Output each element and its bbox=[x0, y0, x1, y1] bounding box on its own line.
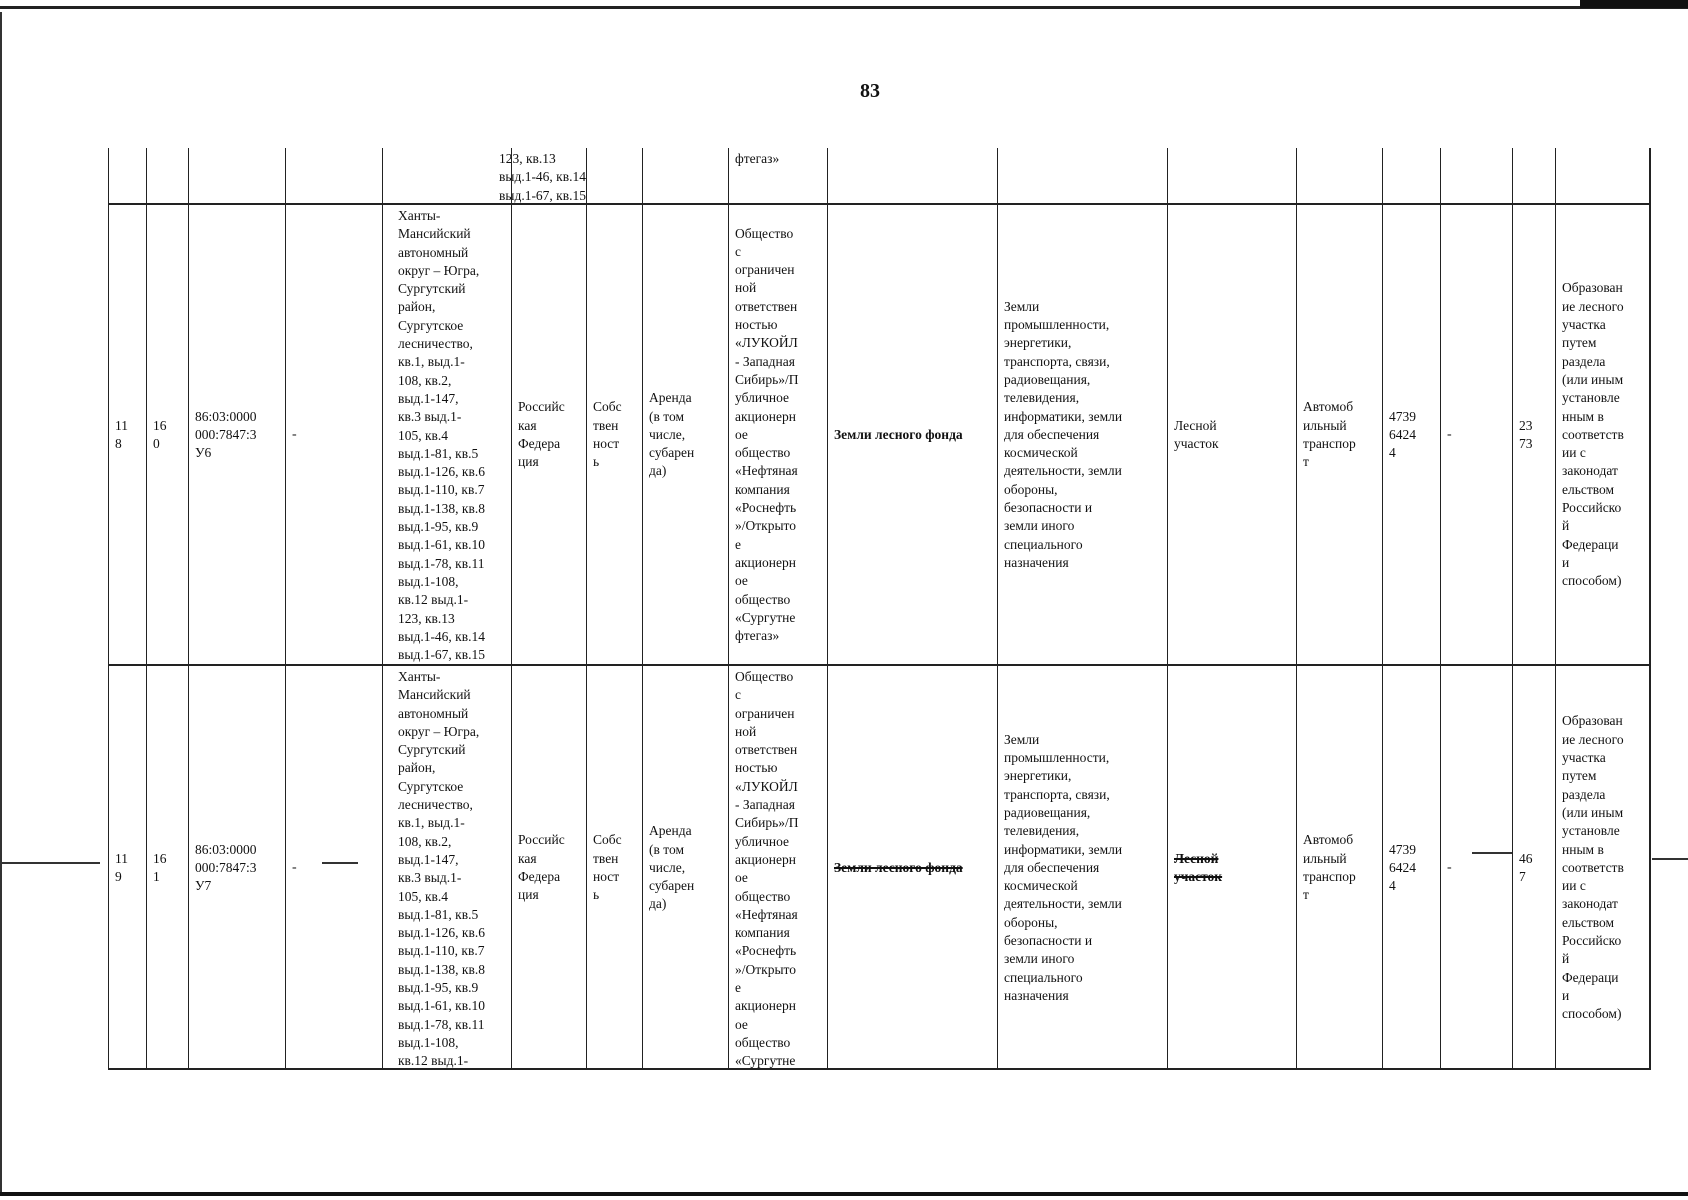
cell-num: 11 8 bbox=[108, 205, 146, 665]
cell-holder: фтегаз» bbox=[728, 148, 827, 204]
cell-num2: 16 1 bbox=[146, 666, 188, 1070]
cell-plot-type: Лесной участок bbox=[1167, 205, 1296, 665]
table-row-118 bbox=[108, 205, 1650, 665]
cell-encumbrance: Аренда (в том числе, субарен да) bbox=[642, 666, 728, 1070]
cell-area: 46 7 bbox=[1512, 666, 1555, 1070]
cell-col4: - bbox=[285, 666, 382, 1070]
cell-num bbox=[108, 148, 146, 204]
cell-purpose: Автомоб ильный транспор т bbox=[1296, 205, 1382, 665]
right-margin-mark bbox=[1652, 858, 1688, 860]
cell-cadastral: 86:03:0000 000:7847:3 У6 bbox=[188, 205, 285, 665]
cell-land-category: Земли лесного фонда bbox=[827, 666, 997, 1070]
top-corner-mark bbox=[1580, 0, 1688, 8]
cell-col4 bbox=[285, 148, 382, 204]
cell-col15: - bbox=[1440, 205, 1512, 665]
cell-area: 23 73 bbox=[1512, 205, 1555, 665]
cell-col4: - bbox=[285, 205, 382, 665]
table-row-continuation bbox=[108, 148, 1650, 204]
cell-holder: Общество с ограничен ной ответствен ностью «ЛУКОЙЛ - Западная Сибирь»/П убличное акционерн ое общество «Нефтяная компания «Роснефть »/Открыто е акционерн ое общество «Сургутне bbox=[728, 666, 827, 1070]
cell-cadastral bbox=[188, 148, 285, 204]
cell-encumbrance: Аренда (в том числе, субарен да) bbox=[642, 205, 728, 665]
cell-col15 bbox=[1440, 148, 1512, 204]
table-row-119 bbox=[108, 666, 1650, 1070]
cell-plot-type: Лесной участок bbox=[1167, 666, 1296, 1070]
cell-formation: Образован ие лесного участка путем раздела (или иным установле нным в соответств ии с законодат ельством Российско й Федераци и способом) bbox=[1555, 666, 1650, 1070]
cell-address: 123, кв.13 выд.1-46, кв.14 выд.1-67, кв.15 bbox=[382, 148, 619, 204]
top-border bbox=[0, 6, 1688, 9]
page-number: 83 bbox=[860, 80, 880, 102]
cell-land-category: Земли лесного фонда bbox=[827, 205, 997, 665]
cell-address: Ханты- Мансийский автономный округ – Югра, Сургутский район, Сургутское лесничество, кв.1, выд.1- 108, кв.2, выд.1-147, кв.3 выд.1- 105, кв.4 выд.1-81, кв.5 выд.1-126, кв.6 выд.1-110, кв.7 выд.1-138, кв.8 выд.1-95, кв.9 выд.1-61, кв.10 выд.1-78, кв.11 выд.1-108, кв.12 выд.1- 123, кв.13 выд.1-46, кв.14 выд.1-67, кв.15 bbox=[382, 205, 511, 665]
left-margin-mark bbox=[0, 862, 100, 864]
cell-formation: Образован ие лесного участка путем раздела (или иным установле нным в соответств ии с законодат ельством Российско й Федераци и способом) bbox=[1555, 205, 1650, 665]
cell-holder: Общество с ограничен ной ответствен ностью «ЛУКОЙЛ - Западная Сибирь»/П убличное акционерн ое общество «Нефтяная компания «Роснефть »/Открыто е акционерн ое общество «Сургутне фтегаз» bbox=[728, 205, 827, 665]
cell-col15: - bbox=[1440, 666, 1512, 1070]
cell-permitted-use: Земли промышленности, энергетики, транспорта, связи, радиовещания, телевидения, информатики, земли для обеспечения космической деятельности, земли обороны, безопасности и земли иного специального назначения bbox=[997, 205, 1167, 665]
cell-address: Ханты- Мансийский автономный округ – Югра, Сургутский район, Сургутское лесничество, кв.1, выд.1- 108, кв.2, выд.1-147, кв.3 выд.1- 105, кв.4 выд.1-81, кв.5 выд.1-126, кв.6 выд.1-110, кв.7 выд.1-138, кв.8 выд.1-95, кв.9 выд.1-61, кв.10 выд.1-78, кв.11 выд.1-108, кв.12 выд.1- bbox=[382, 666, 511, 1070]
cell-quarter-code: 4739 6424 4 bbox=[1382, 666, 1440, 1070]
cell-encumbrance bbox=[642, 148, 728, 204]
cell-right: Собс твен ност ь bbox=[586, 666, 642, 1070]
cell-purpose: Автомоб ильный транспор т bbox=[1296, 666, 1382, 1070]
cell-quarter-code: 4739 6424 4 bbox=[1382, 205, 1440, 665]
cell-owner bbox=[511, 148, 586, 204]
cell-purpose bbox=[1296, 148, 1382, 204]
cell-land-category bbox=[827, 148, 997, 204]
cell-cadastral: 86:03:0000 000:7847:3 У7 bbox=[188, 666, 285, 1070]
cell-num2: 16 0 bbox=[146, 205, 188, 665]
cell-right bbox=[586, 148, 642, 204]
left-scan-edge bbox=[0, 12, 2, 1192]
cell-col16 bbox=[1512, 148, 1555, 204]
cell-right: Собс твен ност ь bbox=[586, 205, 642, 665]
cell-formation bbox=[1555, 148, 1650, 204]
cell-plot-type bbox=[1167, 148, 1296, 204]
cell-owner: Российс кая Федера ция bbox=[511, 205, 586, 665]
row-divider-bottom bbox=[108, 1068, 1650, 1070]
table-right-edge bbox=[1649, 148, 1651, 1070]
cell-permitted-use: Земли промышленности, энергетики, транспорта, связи, радиовещания, телевидения, информатики, земли для обеспечения космической деятельности, земли обороны, безопасности и земли иного специального назначения bbox=[997, 666, 1167, 1070]
cell-permitted-use bbox=[997, 148, 1167, 204]
cell-quarter-code bbox=[1382, 148, 1440, 204]
bottom-border bbox=[0, 1192, 1688, 1196]
cell-owner: Российс кая Федера ция bbox=[511, 666, 586, 1070]
cell-num: 11 9 bbox=[108, 666, 146, 1070]
cell-num2 bbox=[146, 148, 188, 204]
